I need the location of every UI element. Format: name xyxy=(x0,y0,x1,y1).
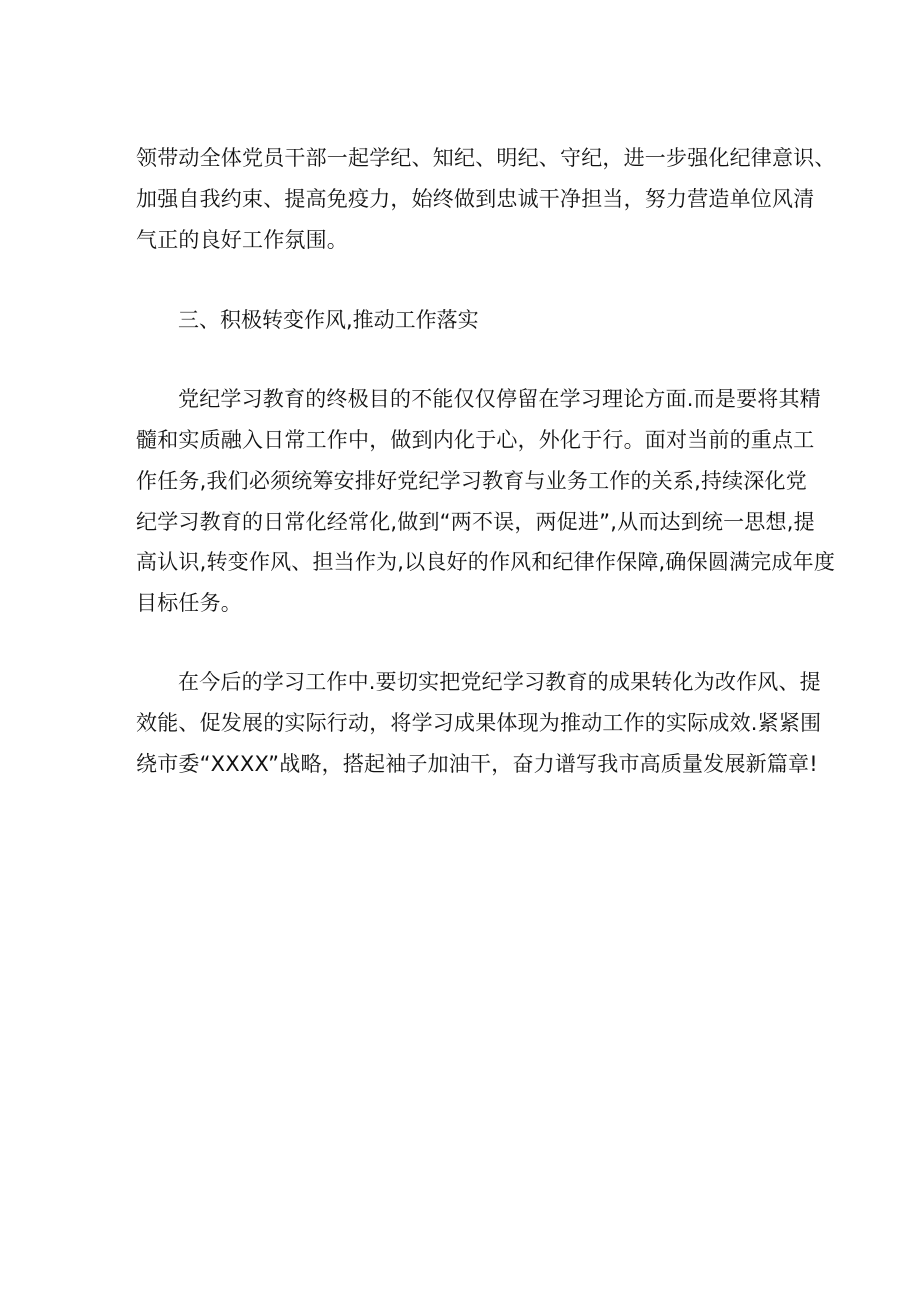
paragraph-discipline-continuation xyxy=(136,138,836,260)
text-line: 领带动全体党员干部一起学纪、知纪、明纪、守纪，进一步强化纪律意识、 xyxy=(136,146,836,170)
text-line: 加强自我约束、提高免疫力，始终做到忠诚干净担当，努力营造单位风清 xyxy=(136,186,815,211)
text-line: 效能、促发展的实际行动，将学习成果体现为推动工作的实际成效.紧紧围 xyxy=(136,710,822,735)
text-line: 目标任务。 xyxy=(136,591,242,616)
text-line: 作任务,我们必须统筹安排好党纪学习教育与业务工作的关系,持续深化党 xyxy=(136,468,807,493)
text-line: 在今后的学习工作中.要切实把党纪学习教育的成果转化为改作风、提 xyxy=(178,669,821,694)
text-line: 髓和实质融入日常工作中，做到内化于心，外化于行。面对当前的重点工 xyxy=(136,427,815,452)
section-heading: 三、积极转变作风,推动工作落实 xyxy=(178,308,479,333)
paragraph-future-work xyxy=(136,662,822,784)
document-body xyxy=(136,138,836,784)
paragraph-work-style xyxy=(136,379,836,624)
text-line: 党纪学习教育的终极目的不能仅仅停留在学习理论方面.而是要将其精 xyxy=(178,387,821,412)
text-line: 绕市委“XXXX”战略，搭起袖子加油干，奋力谱写我市高质量发展新篇章! xyxy=(136,751,818,776)
text-line: 纪学习教育的日常化经常化,做到“两不误，两促进”,从而达到统一思想,提 xyxy=(136,509,815,534)
text-line: 气正的良好工作氛围。 xyxy=(136,227,348,252)
text-line: 高认识,转变作风、担当作为,以良好的作风和纪律作保障,确保圆满完成年度 xyxy=(136,550,836,575)
